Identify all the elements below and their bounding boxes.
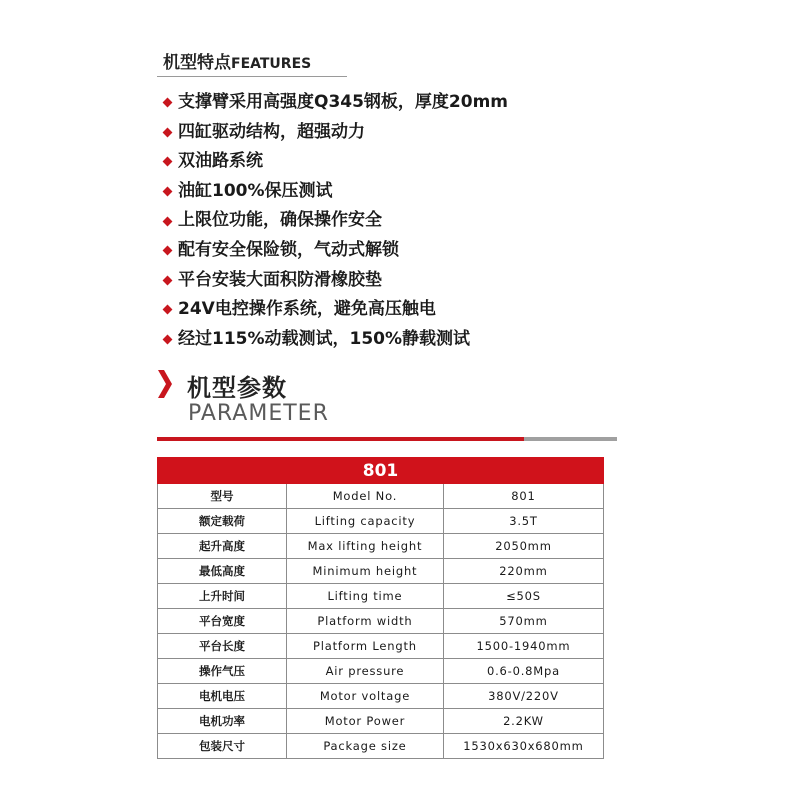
row-value: 801	[443, 484, 603, 509]
table-row	[158, 559, 604, 584]
table-row	[158, 484, 604, 509]
row-label-cn: 包装尺寸	[158, 734, 287, 759]
feature-item: 经过115%动载测试，150%静载测试	[163, 325, 508, 355]
table-row	[158, 734, 604, 759]
row-label-en: Minimum height	[286, 559, 443, 584]
diamond-bullet-icon	[163, 187, 173, 197]
feature-item: 24V电控操作系统，避免高压触电	[163, 295, 508, 325]
row-label-en: Motor Power	[286, 709, 443, 734]
table-row	[158, 634, 604, 659]
row-label-cn: 平台宽度	[158, 609, 287, 634]
row-label-en: Platform Length	[286, 634, 443, 659]
spec-table-header-row	[158, 458, 604, 484]
table-row	[158, 709, 604, 734]
row-label-cn: 额定载荷	[158, 509, 287, 534]
row-label-cn: 上升时间	[158, 584, 287, 609]
parameter-divider-gray	[524, 437, 617, 441]
table-row	[158, 684, 604, 709]
row-label-en: Air pressure	[286, 659, 443, 684]
table-row	[158, 509, 604, 534]
diamond-bullet-icon	[163, 275, 173, 285]
row-value: 1530x630x680mm	[443, 734, 603, 759]
feature-item: 油缸100%保压测试	[163, 177, 508, 207]
spec-table	[157, 457, 604, 759]
feature-list	[163, 88, 508, 354]
table-row	[158, 609, 604, 634]
table-row	[158, 659, 604, 684]
row-label-en: Platform width	[286, 609, 443, 634]
row-value: 220mm	[443, 559, 603, 584]
parameter-divider-red	[157, 437, 524, 441]
diamond-bullet-icon	[163, 157, 173, 167]
feature-item: 四缸驱动结构，超强动力	[163, 118, 508, 148]
row-label-en: Lifting capacity	[286, 509, 443, 534]
row-label-cn: 型号	[158, 484, 287, 509]
feature-item: 双油路系统	[163, 147, 508, 177]
row-value: 2.2KW	[443, 709, 603, 734]
row-label-cn: 电机功率	[158, 709, 287, 734]
row-label-cn: 电机电压	[158, 684, 287, 709]
row-value: 3.5T	[443, 509, 603, 534]
features-divider	[157, 76, 347, 77]
parameter-title-en: PARAMETER	[188, 401, 329, 426]
row-value: 380V/220V	[443, 684, 603, 709]
chevron-right-icon	[158, 370, 172, 398]
spec-table-header: 801	[158, 458, 604, 484]
row-label-cn: 起升高度	[158, 534, 287, 559]
row-label-en: Motor voltage	[286, 684, 443, 709]
diamond-bullet-icon	[163, 335, 173, 345]
parameter-title-cn: 机型参数	[187, 374, 287, 402]
row-label-en: Max lifting height	[286, 534, 443, 559]
table-row	[158, 584, 604, 609]
row-value: 0.6-0.8Mpa	[443, 659, 603, 684]
feature-item: 平台安装大面积防滑橡胶垫	[163, 266, 508, 296]
row-label-en: Package size	[286, 734, 443, 759]
row-label-cn: 最低高度	[158, 559, 287, 584]
table-row	[158, 534, 604, 559]
row-value: 1500-1940mm	[443, 634, 603, 659]
diamond-bullet-icon	[163, 246, 173, 256]
feature-item: 配有安全保险锁，气动式解锁	[163, 236, 508, 266]
row-value: ≤50S	[443, 584, 603, 609]
feature-item: 支撑臂采用高强度Q345钢板，厚度20mm	[163, 88, 508, 118]
feature-item: 上限位功能，确保操作安全	[163, 206, 508, 236]
features-title	[163, 48, 311, 73]
row-value: 570mm	[443, 609, 603, 634]
diamond-bullet-icon	[163, 305, 173, 315]
diamond-bullet-icon	[163, 98, 173, 108]
diamond-bullet-icon	[163, 127, 173, 137]
row-label-cn: 操作气压	[158, 659, 287, 684]
row-label-en: Model No.	[286, 484, 443, 509]
features-title-cn: 机型特点	[163, 53, 231, 73]
features-title-en: FEATURES	[231, 56, 312, 72]
diamond-bullet-icon	[163, 216, 173, 226]
row-label-cn: 平台长度	[158, 634, 287, 659]
row-label-en: Lifting time	[286, 584, 443, 609]
row-value: 2050mm	[443, 534, 603, 559]
